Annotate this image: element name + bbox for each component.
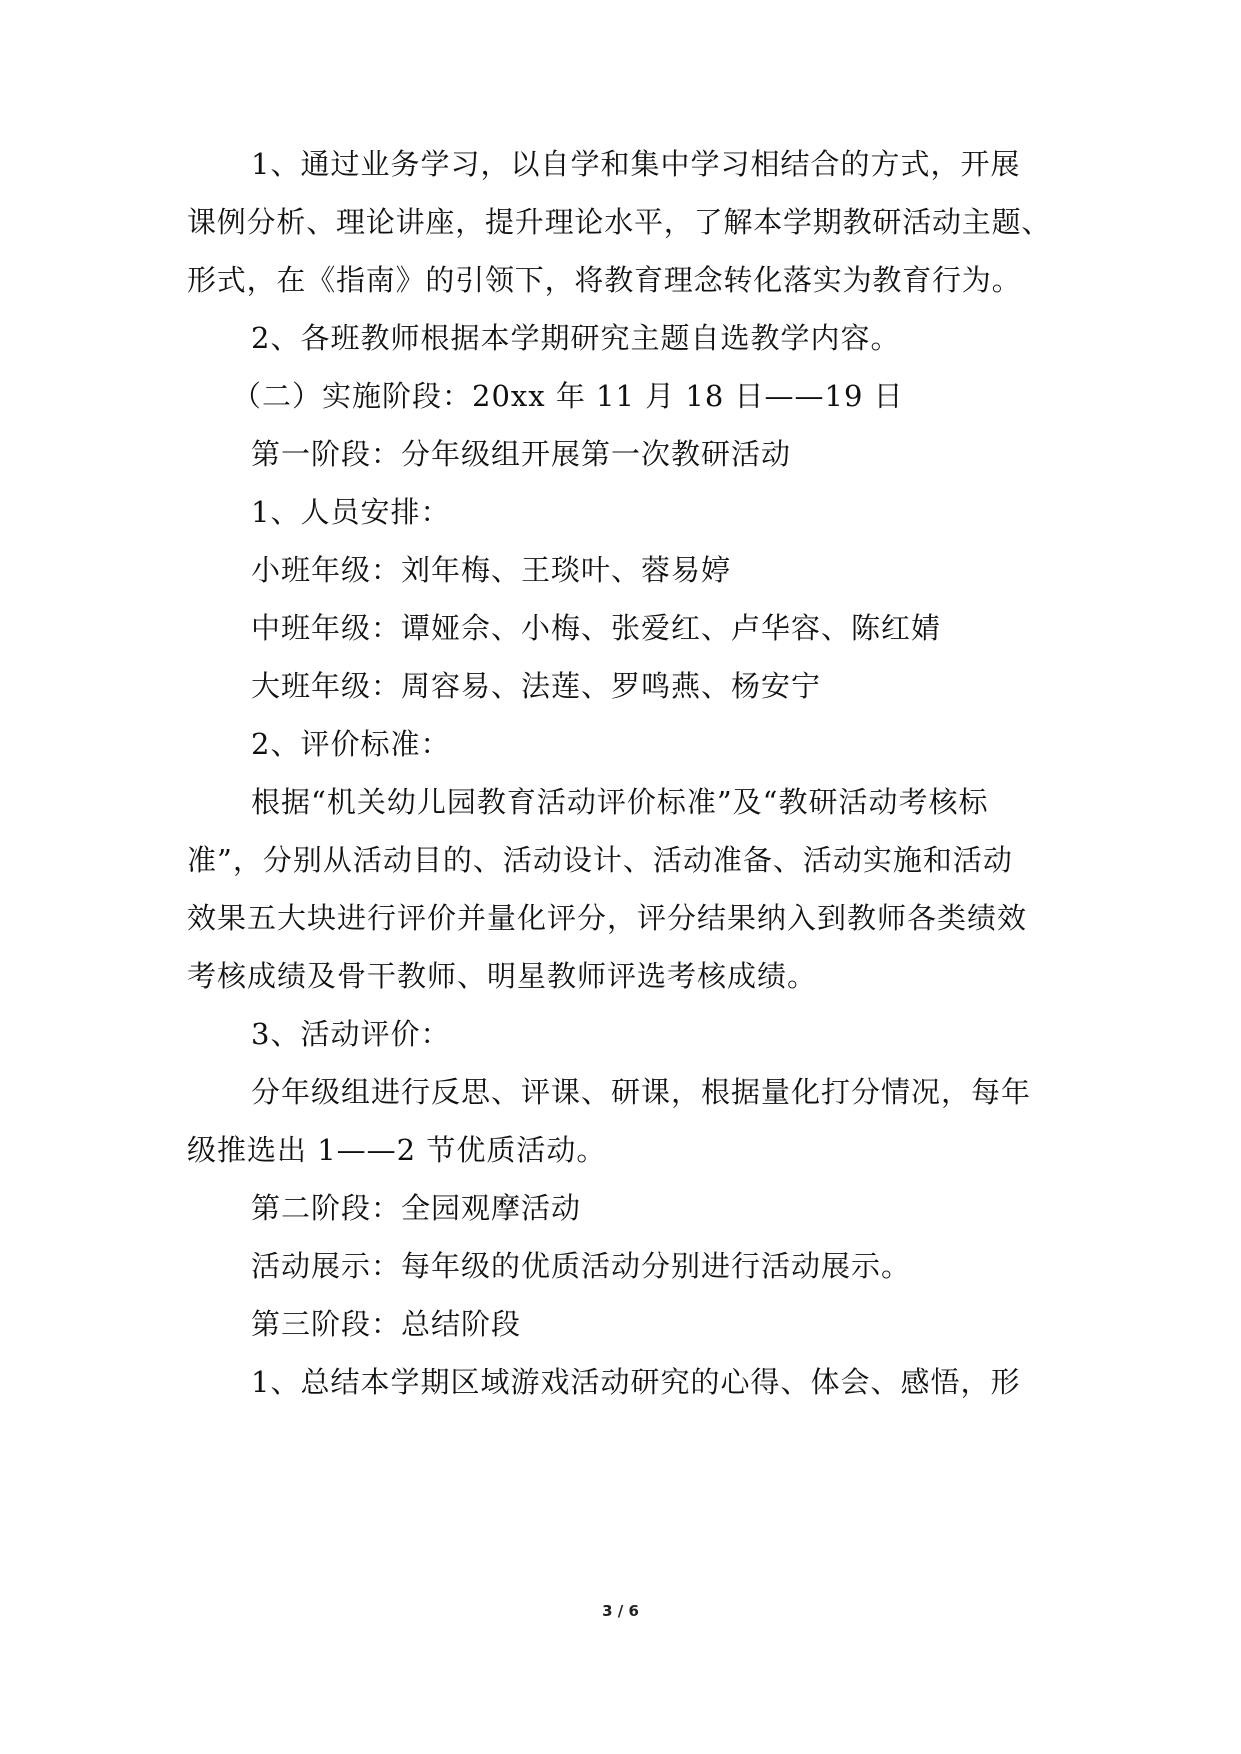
- small-class-line: 小班年级：刘年梅、王琰叶、蓉易婷: [251, 553, 732, 587]
- evaluation-heading: 3、活动评价：: [251, 1017, 451, 1051]
- stage-three-heading: 第三阶段：总结阶段: [251, 1307, 522, 1341]
- criteria-line-1: 根据“机关幼儿园教育活动评价标准”及“教研活动考核标: [251, 785, 989, 819]
- middle-class-line: 中班年级：谭娅佘、小梅、张爱红、卢华容、陈红婧: [251, 611, 942, 645]
- activity-display-line: 活动展示：每年级的优质活动分别进行活动展示。: [251, 1249, 912, 1283]
- stage-one-heading: 第一阶段：分年级组开展第一次教研活动: [251, 437, 792, 471]
- criteria-line-2: 准”，分别从活动目的、活动设计、活动准备、活动实施和活动: [187, 843, 1013, 877]
- large-class-line: 大班年级：周容易、法莲、罗鸣燕、杨安宁: [251, 669, 822, 703]
- criteria-heading: 2、评价标准：: [251, 727, 451, 761]
- page-number: 3 / 6: [602, 1602, 639, 1620]
- section-heading-implementation: （二）实施阶段：20xx 年 11 月 18 日——19 日: [232, 379, 904, 413]
- paragraph-line-2: 课例分析、理论讲座，提升理论水平，了解本学期教研活动主题、: [187, 205, 1052, 239]
- evaluation-line-1: 分年级组进行反思、评课、研课，根据量化打分情况，每年: [251, 1075, 1032, 1109]
- criteria-line-4: 考核成绩及骨干教师、明星教师评选考核成绩。: [187, 959, 818, 993]
- stage-two-heading: 第二阶段：全园观摩活动: [251, 1191, 582, 1225]
- summary-line-1: 1、总结本学期区域游戏活动研究的心得、体会、感悟，形: [251, 1365, 1021, 1399]
- paragraph-line-4: 2、各班教师根据本学期研究主题自选教学内容。: [251, 321, 901, 355]
- personnel-heading: 1、人员安排：: [251, 495, 451, 529]
- paragraph-line-1: 1、通过业务学习，以自学和集中学习相结合的方式，开展: [251, 147, 1021, 181]
- criteria-line-3: 效果五大块进行评价并量化评分，评分结果纳入到教师各类绩效: [187, 901, 1028, 935]
- evaluation-line-2: 级推选出 1——2 节优质活动。: [187, 1133, 607, 1167]
- paragraph-line-3: 形式，在《指南》的引领下，将教育理念转化落实为教育行为。: [187, 263, 1022, 297]
